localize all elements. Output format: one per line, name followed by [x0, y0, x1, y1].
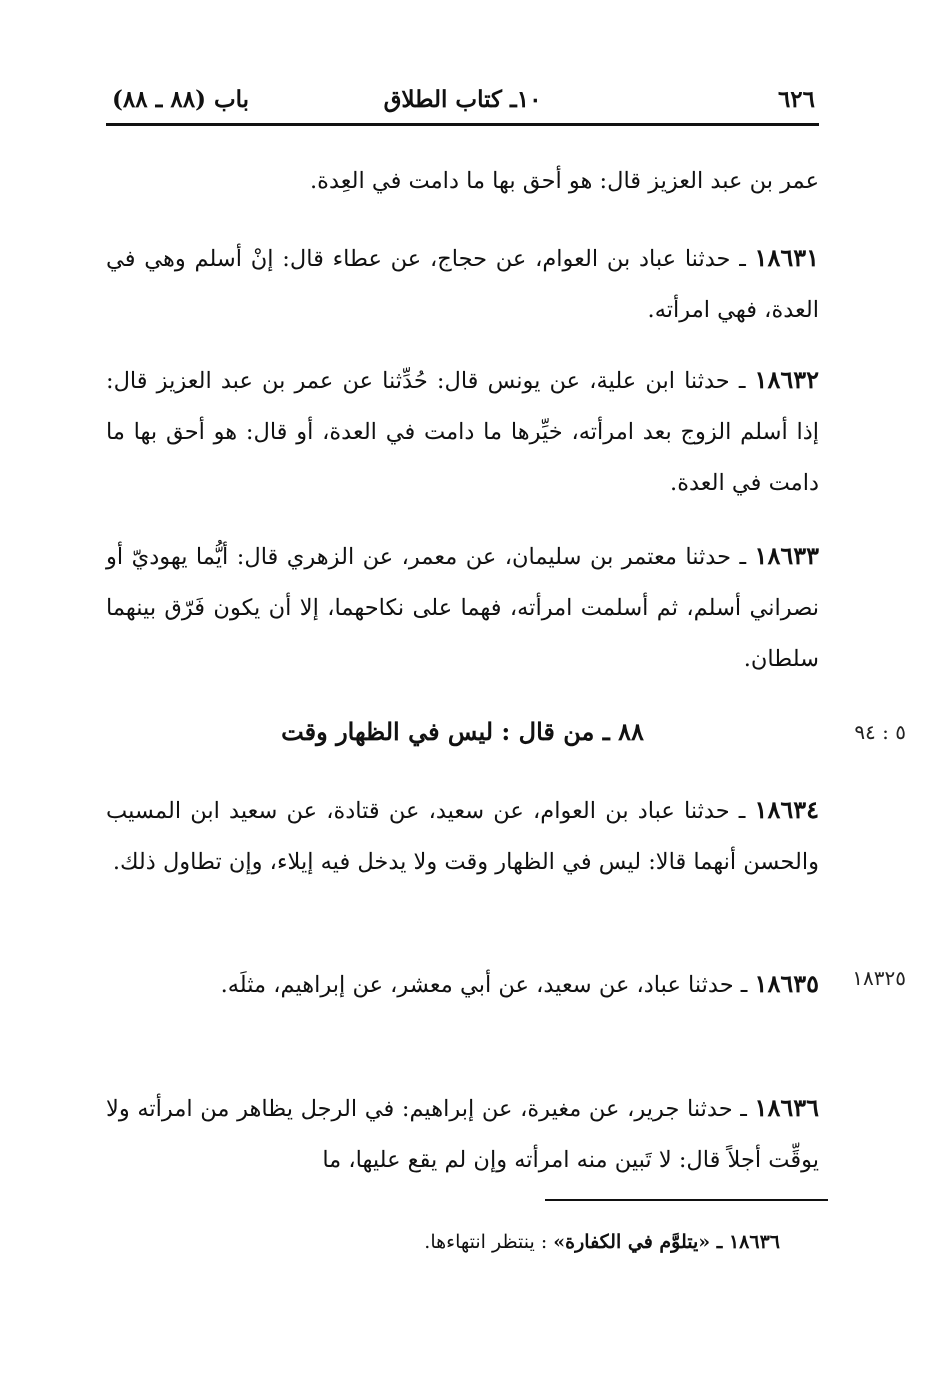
hadith-paragraph: [106, 530, 819, 685]
hadith-paragraph: [106, 958, 819, 1011]
footnote-key: ١٨٦٣٦ ـ «يتلوَّم في الكفارة»: [553, 1231, 780, 1253]
header-rule: [106, 123, 819, 126]
section-heading: ٨٨ ـ من قال : ليس في الظهار وقت: [281, 717, 644, 746]
hadith-text: ـ حدثنا معتمر بن سليمان، عن معمر، عن الزهري قال: أيُّما يهوديّ أو نصراني أسلم، ثم أسلمت امرأته، فهما على نكاحهما، إلا أن يكون فَرّق بينهما سلطان.: [106, 544, 819, 672]
book-title: ١٠ـ كتاب الطلاق: [383, 86, 542, 113]
footnote-rule: [545, 1199, 828, 1201]
paragraph-text: عمر بن عبد العزيز قال: هو أحق بها ما دامت في العِدة.: [310, 168, 819, 194]
hadith-number: ١٨٦٣٢: [754, 365, 819, 394]
page-number: ٦٢٦: [777, 86, 815, 113]
hadith-text: ـ حدثنا عباد بن العوام، عن سعيد، عن قتادة، عن سعيد ابن المسيب والحسن أنهما قالا: ليس في الظهار وقت ولا يدخل فيه إيلاء، وإن تطاول ذلك.: [106, 798, 819, 875]
hadith-text: ـ حدثنا عباد بن العوام، عن حجاج، عن عطاء قال: إنْ أسلم وهي في العدة، فهي امرأته.: [106, 246, 819, 323]
hadith-number: ١٨٦٣٣: [754, 541, 819, 570]
hadith-text: ـ حدثنا جرير، عن مغيرة، عن إبراهيم: في الرجل يظاهر من امرأته ولا يوقِّت أجلاً قال: لا تَبين منه امرأته وإن لم يقع عليها، ما: [106, 1096, 819, 1173]
hadith-number: ١٨٦٣٤: [754, 795, 819, 824]
footnote-text: : ينتظر انتهاءها.: [424, 1231, 554, 1253]
hadith-paragraph: [106, 354, 819, 509]
hadith-paragraph: [106, 1082, 819, 1186]
hadith-paragraph: [106, 232, 819, 336]
hadith-text: ـ حدثنا ابن علية، عن يونس قال: حُدِّثنا عن عمر بن عبد العزيز قال: إذا أسلم الزوج بعد امرأته، خيِّرها ما دامت في العدة، أو قال: هو أحق بها ما دامت في العدة.: [106, 368, 819, 496]
hadith-paragraph: [106, 784, 819, 888]
paragraph-continuation: [106, 156, 819, 207]
margin-reference: ١٨٣٢٥: [852, 966, 906, 990]
hadith-number: ١٨٦٣٥: [754, 969, 819, 998]
hadith-number: ١٨٦٣٦: [754, 1093, 819, 1122]
running-header: [106, 84, 819, 124]
footnote: [300, 1227, 780, 1257]
hadith-number: ١٨٦٣١: [754, 243, 819, 272]
chapter-range: باب (٨٨ ـ ٨٨): [112, 86, 250, 113]
hadith-text: ـ حدثنا عباد، عن سعيد، عن أبي معشر، عن إبراهيم، مثلَه.: [220, 972, 755, 998]
margin-reference: ٥ : ٩٤: [854, 720, 906, 744]
